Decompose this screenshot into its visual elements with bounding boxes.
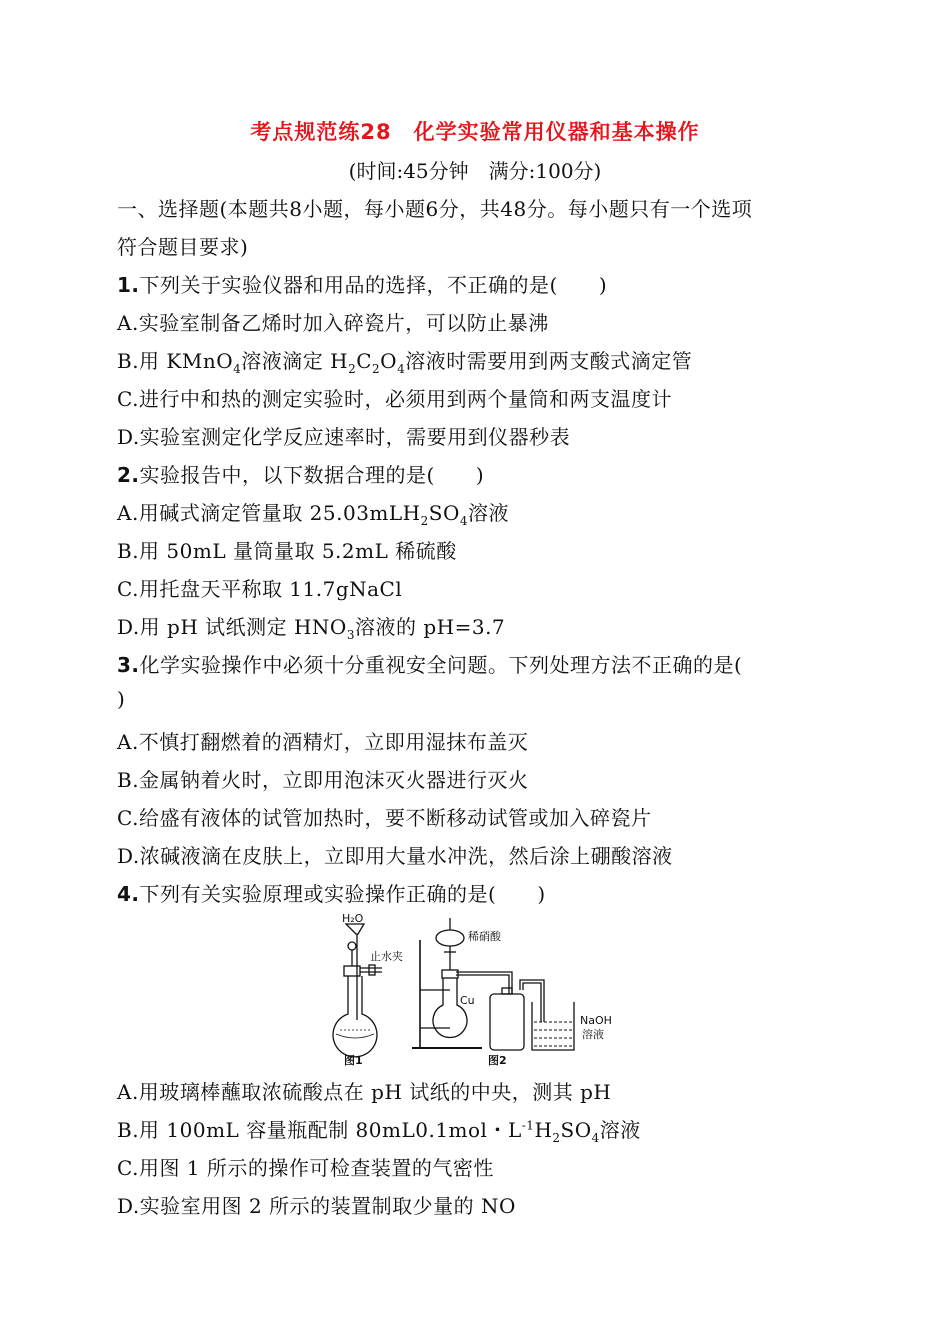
question-number: 1. bbox=[117, 273, 140, 297]
question-number: 3. bbox=[117, 653, 140, 677]
q3-option-c: C.给盛有液体的试管加热时，要不断移动试管或加入碎瓷片 bbox=[117, 806, 652, 830]
q4-option-d: D.实验室用图 2 所示的装置制取少量的 NO bbox=[117, 1194, 516, 1218]
q1-option-c: C.进行中和热的测定实验时，必须用到两个量筒和两支温度计 bbox=[117, 387, 672, 411]
clamp-icon bbox=[369, 965, 375, 975]
label-cu: Cu bbox=[460, 994, 475, 1007]
q2-option-b: B.用 50mL 量筒量取 5.2mL 稀硫酸 bbox=[117, 539, 457, 563]
label-clamp: 止水夹 bbox=[370, 950, 403, 963]
label-naoh: NaOH bbox=[580, 1014, 612, 1027]
funnel-icon bbox=[346, 924, 364, 934]
label-solution: 溶液 bbox=[582, 1028, 604, 1041]
question-4-stem: 4.下列有关实验原理或实验操作正确的是( ) bbox=[117, 882, 546, 906]
section-heading-cont: 符合题目要求) bbox=[117, 235, 249, 259]
flask-1-icon bbox=[333, 976, 377, 1057]
beaker-icon bbox=[532, 1002, 574, 1050]
q4-option-b: B.用 100mL 容量瓶配制 80mL0.1mol・$L^{-1}H_2SO_4$溶液 bbox=[117, 1118, 641, 1145]
label-acid: 稀硝酸 bbox=[468, 930, 501, 943]
label-fig2: 图2 bbox=[488, 1054, 507, 1067]
q3-option-d: D.浓碱液滴在皮肤上，立即用大量水冲洗，然后涂上硼酸溶液 bbox=[117, 844, 673, 868]
apparatus-figure bbox=[322, 910, 642, 1068]
q4-option-c: C.用图 1 所示的操作可检查装置的气密性 bbox=[117, 1156, 494, 1180]
page-title: 考点规范练28 化学实验常用仪器和基本操作 bbox=[250, 120, 700, 144]
q2-option-c: C.用托盘天平称取 11.7gNaCl bbox=[117, 577, 403, 601]
question-1-stem: 1.下列关于实验仪器和用品的选择，不正确的是( ) bbox=[117, 273, 608, 297]
q3-option-a: A.不慎打翻燃着的酒精灯，立即用湿抹布盖灭 bbox=[117, 730, 529, 754]
gas-bottle-icon bbox=[490, 994, 524, 1050]
q1-option-a: A.实验室制备乙烯时加入碎瓷片，可以防止暴沸 bbox=[117, 311, 549, 335]
q2-option-a: A.用碱式滴定管量取 $25.03mLH_2SO_4$溶液 bbox=[117, 501, 509, 528]
question-number: 4. bbox=[117, 882, 140, 906]
section-heading: 一、选择题(本题共8小题，每小题6分，共48分。每小题只有一个选项 bbox=[117, 197, 753, 221]
q1-option-d: D.实验室测定化学反应速率时，需要用到仪器秒表 bbox=[117, 425, 571, 449]
question-2-stem: 2.实验报告中，以下数据合理的是( ) bbox=[117, 463, 485, 487]
question-number: 2. bbox=[117, 463, 140, 487]
label-fig1: 图1 bbox=[344, 1054, 363, 1067]
q3-option-b: B.金属钠着火时，立即用泡沫灭火器进行灭火 bbox=[117, 768, 529, 792]
page-subtitle: (时间:45分钟 满分:100分) bbox=[348, 159, 602, 183]
q4-option-a: A.用玻璃棒蘸取浓硫酸点在 pH 试纸的中央，测其 pH bbox=[117, 1080, 612, 1104]
label-h2o: H₂O bbox=[342, 912, 364, 925]
q2-option-d: D.用 pH 试纸测定 $HNO_3$溶液的 pH=3.7 bbox=[117, 615, 506, 642]
question-3-stem-cont: ) bbox=[117, 687, 126, 711]
q1-option-b: B.用 KMnO$_4$溶液滴定 $H_2C_2O_4$溶液时需要用到两支酸式滴定管 bbox=[117, 349, 693, 376]
question-3-stem: 3.化学实验操作中必须十分重视安全问题。下列处理方法不正确的是( bbox=[117, 653, 743, 677]
